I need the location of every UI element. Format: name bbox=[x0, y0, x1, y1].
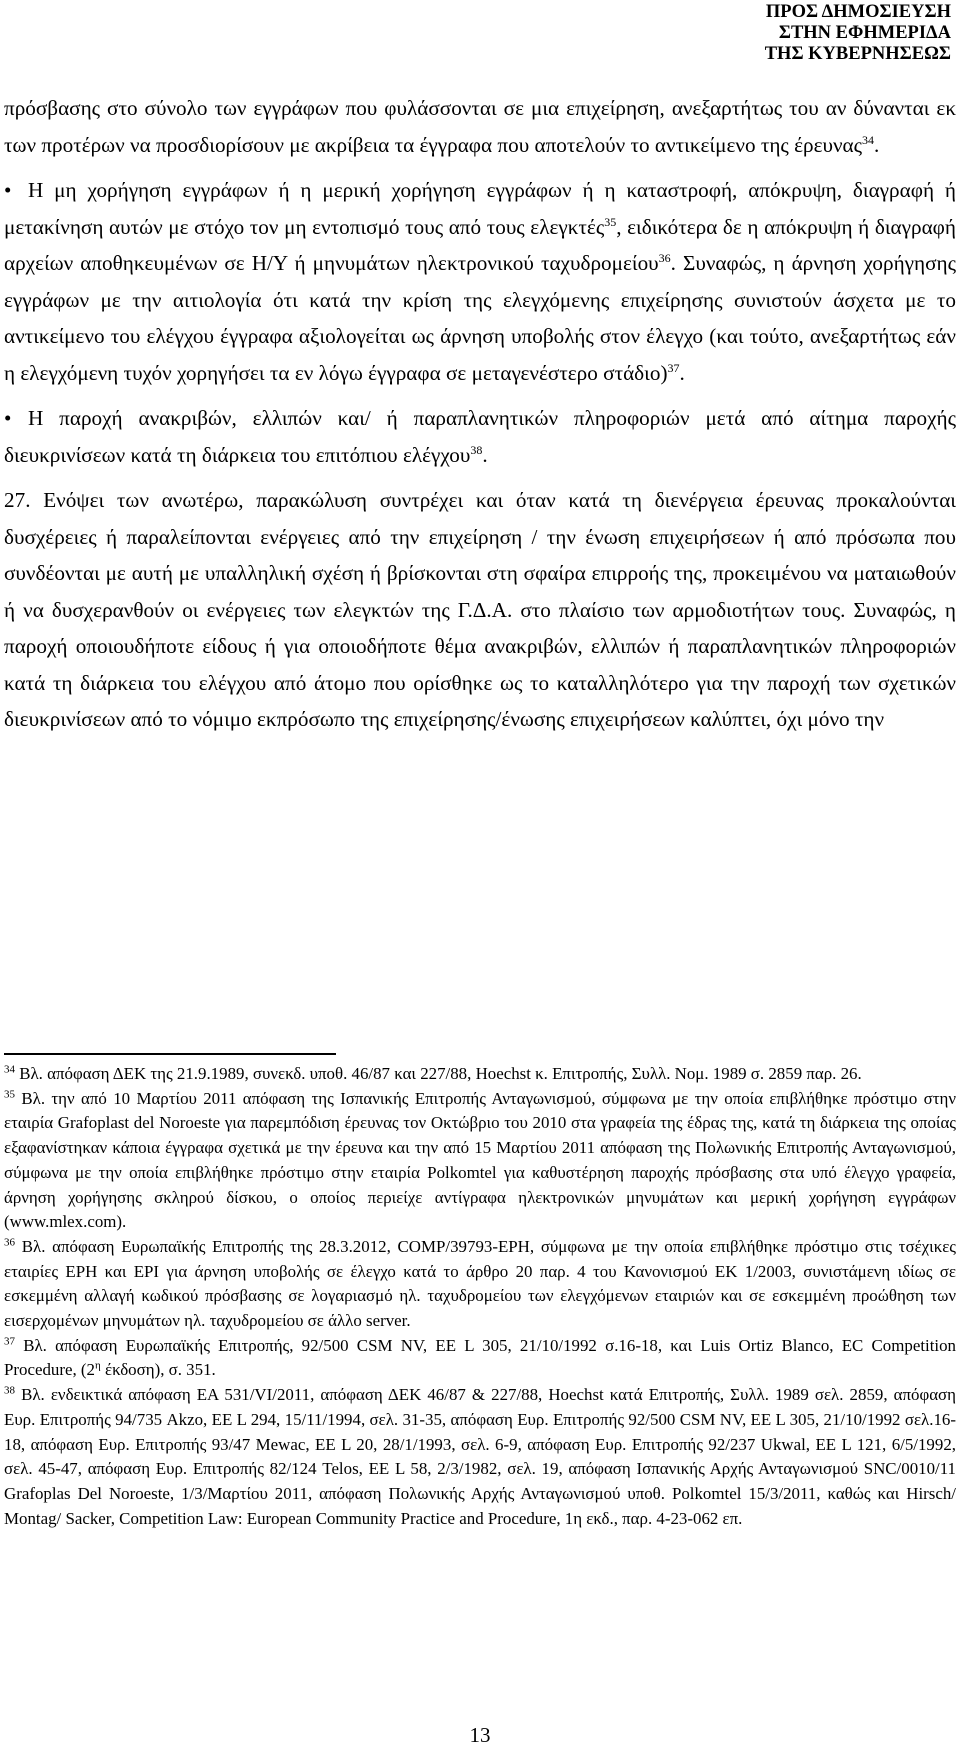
footnote-38: $^{38}$ Βλ. ενδεικτικά απόφαση ΕΑ 531/VI/2011, απόφαση ΔΕΚ 46/87 & 227/88, Hoechst κατά Επιτροπής, Συλλ. 1989 σελ. 2859, απόφαση Ευρ. Επιτροπής 94/735 Akzo, EE L 294, 15/11/1994, σελ. 31-35, απόφαση Ευρ. Επιτροπής 92/500 CSM NV, EE L 305, 21/10/1992 σελ.16-18, απόφαση Ευρ. Επιτροπής 93/47 Mewac, EE L 20, 28/1/1993, σελ. 6-9, απόφαση Ευρ. Επιτροπής 92/237 Ukwal, EE L 121, 6/5/1992, σελ. 45-47, απόφαση Ευρ. Επιτροπής 82/124 Telos, EE L 58, 2/3/1982, σελ. 19, απόφαση Ισπανικής Αρχής Ανταγωνισμού SNC/0010/11 Grafoplas Del Noroeste, 1/3/Μαρτίου 2011, απόφαση Πολωνικής Αρχής Ανταγωνισμού υποθ. Polkomtel 15/3/2011, καθώς και Hirsch/ Montag/ Sacker, Competition Law: European Community Practice and Procedure, 1η εκδ., παρ. 4-23-062 επ. bbox=[4, 1384, 956, 1528]
footnote-ref-36[interactable]: 36 bbox=[658, 250, 671, 265]
footnote-ref-34[interactable]: 34 bbox=[862, 132, 875, 147]
header-line-2: ΣΤΗΝ ΕΦΗΜΕΡΙΔΑ bbox=[778, 23, 951, 43]
footnote-34: $^{34}$ Βλ. απόφαση ΔΕΚ της 21.9.1989, συνεκδ. υποθ. 46/87 και 227/88, Hoechst κ. Επιτροπής, Συλλ. Νομ. 1989 σ. 2859 παρ. 26. bbox=[4, 1063, 862, 1083]
publication-header bbox=[765, 2, 951, 65]
paragraph-27: 27. Ενόψει των ανωτέρω, παρακώλυση συντρέχει και όταν κατά τη διενέργεια έρευνας προκαλούνται δυσχέρειες ή παραλείπονται ενέργειες από την επιχείρηση / την ένωση επιχειρήσεων ή από πρόσωπα που συνδέονται με αυτή με υπαλληλική σχέση ή βρίσκονται στη σφαίρα επιρροής της, προκειμένου να ματαιωθούν ή να δυσχερανθούν οι ενέργειες των ελεγκτών της Γ.Δ.Α. στο πλαίσιο των αρμοδιοτήτων τους. Συναφώς, η παροχή οποιουδήποτε είδους ή για οποιοδήποτε θέμα ανακριβών, ελλιπών ή παραπλανητικών πληροφοριών κατά τη διάρκεια του ελέγχου από άτομο που ορίσθηκε ως το καταλληλότερο για την παροχή των σχετικών διευκρινίσεων από το νόμιμο εκπρόσωπο της επιχείρησης/ένωσης επιχειρήσεων καλύπτει, όχι μόνο την bbox=[4, 488, 956, 731]
footnote-ref-35[interactable]: 35 bbox=[604, 214, 617, 229]
header-line-1: ΠΡΟΣ ΔΗΜΟΣΙΕΥΣΗ bbox=[765, 2, 951, 22]
footnote-37: $^{37}$ Βλ. απόφαση Ευρωπαϊκής Επιτροπής, 92/500 CSM NV, EE L 305, 21/10/1992 σ.16-18, και Luis Ortiz Blanco, EC Competition Procedure, ($2^\eta$ έκδοση), σ. 351. bbox=[4, 1335, 956, 1380]
main-body bbox=[4, 90, 956, 738]
footnote-divider bbox=[4, 1053, 336, 1055]
bullet-item-information: • Η παροχή ανακριβών, ελλιπών και/ ή παραπλανητικών πληροφοριών μετά από αίτημα παροχής διευκρινίσεων κατά τη διάρκεια του επιτόπιου ελέγχου$^{38}$. bbox=[4, 400, 956, 473]
footnote-ref-38[interactable]: 38 bbox=[470, 442, 483, 457]
footnote-36: $^{36}$ Βλ. απόφαση Ευρωπαϊκής Επιτροπής της 28.3.2012, COMP/39793-EPH, σύμφωνα με την οποία επιβλήθηκε πρόστιμο στις τσέχικες εταιρίες EPH και EPI για άρνηση υποβολής σε έλεγχο κατά το άρθρο 20 παρ. 4 του Κανονισμού ΕΚ 1/2003, συνιστάμενη ιδίως σε εσκεμμένη αλλαγή κωδικού πρόσβασης σε λογαριασμό ηλ. ταχυδρομείου των ελεγχόμενων εταιριών και σε εσκεμμένη προώθηση των εισερχομένων μηνυμάτων ηλ. ταχυδρομείου σε άλλο server. bbox=[4, 1236, 956, 1331]
bullet-icon: • bbox=[4, 406, 12, 430]
footnotes bbox=[4, 1062, 956, 1531]
footnote-35: $^{35}$ Βλ. την από 10 Μαρτίου 2011 απόφαση της Ισπανικής Επιτροπής Ανταγωνισμού, σύμφωνα με την οποία επιβλήθηκε πρόστιμο στην εταιρία Grafoplast del Noroeste για παρεμπόδιση έρευνας τον Οκτώβριο του 2010 στα γραφεία της έδρας της, κατά τη διάρκεια της οποίας εξαφανίστηκαν κάποια έγγραφα σχετικά με την έρευνα και την από 15 Μαρτίου 2011 απόφαση της Πολωνικής Επιτροπής Ανταγωνισμού, σύμφωνα με την οποία επιβλήθηκε πρόστιμο στην εταιρία Polkomtel για καθυστέρηση παροχής πρόσβασης στα υπό έλεγχο γραφεία, άρνηση χορήγησης σκληρού δίσκου, ο οποίος περιείχε αντίγραφα ηλεκτρονικών μηνυμάτων και μερική χορήγηση εγγράφων (www.mlex.com). bbox=[4, 1088, 956, 1232]
paragraph-continuation: πρόσβασης στο σύνολο των εγγράφων που φυλάσσονται σε μια επιχείρηση, ανεξαρτήτως του αν δύνανται εκ των προτέρων να προσδιορίσουν με ακρίβεια τα έγγραφα που αποτελούν το αντικείμενο της έρευνας$^{34}$. bbox=[4, 96, 956, 157]
footnote-ref-37[interactable]: 37 bbox=[667, 360, 680, 375]
header-line-3: ΤΗΣ ΚΥΒΕΡΝΗΣΕΩΣ bbox=[764, 44, 951, 64]
bullet-icon: • bbox=[4, 178, 12, 202]
page-number: 13 bbox=[469, 1723, 491, 1747]
bullet-item-documents: • Η μη χορήγηση εγγράφων ή η μερική χορήγηση εγγράφων ή η καταστροφή, απόκρυψη, διαγραφή ή μετακίνηση αυτών με στόχο τον μη εντοπισμό τους από τους ελεγκτές$^{35}$, ειδικότερα δε η απόκρυψη ή διαγραφή αρχείων αποθηκευμένων σε Η/Υ ή μηνυμάτων ηλεκτρονικού ταχυδρομείου$^{36}$. Συναφώς, η άρνηση χορήγησης εγγράφων με την αιτιολογία ότι κατά την κρίση της ελεγχόμενης επιχείρησης συνιστούν άσχετα με το αντικείμενο του ελέγχου έγγραφα αξιολογείται ως άρνηση υποβολής στον έλεγχο (και τούτο, ανεξαρτήτως εάν η ελεγχόμενη τυχόν χορηγήσει τα εν λόγω έγγραφα σε μεταγενέστερο στάδιο)$^{37}$. bbox=[4, 172, 956, 391]
